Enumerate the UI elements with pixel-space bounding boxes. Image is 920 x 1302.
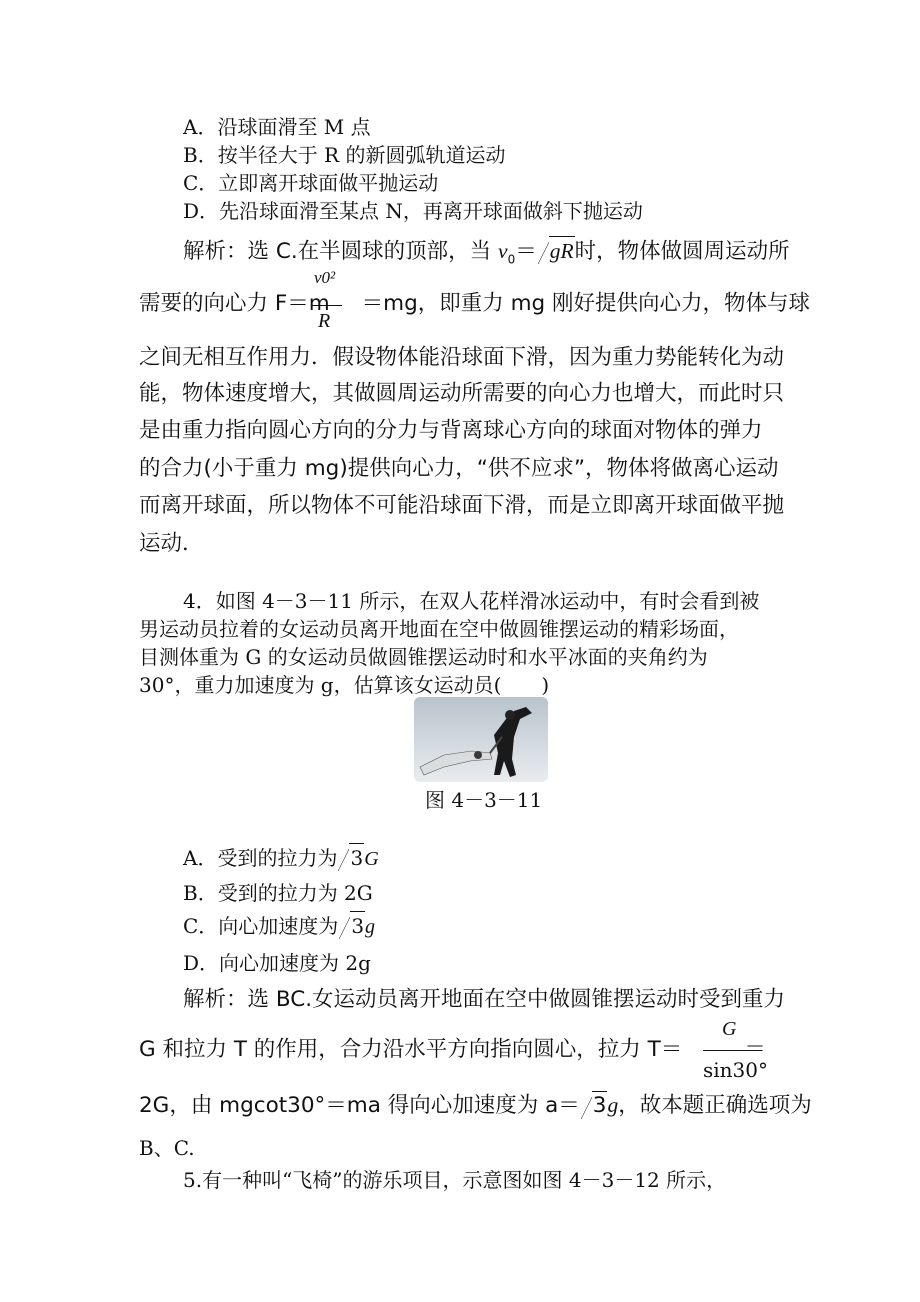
- q3-explanation-line-8: 运动．: [139, 531, 204, 556]
- figure-skating-image: [414, 697, 548, 782]
- q4-option-d: D．向心加速度为 2g: [183, 951, 371, 975]
- q3-exp-v-sub: 0: [507, 252, 516, 267]
- q4-exp-l2-text: G 和拉力 T 的作用，合力沿水平方向指向圆心，拉力 T＝: [139, 1037, 683, 1062]
- q4-explanation-line-3: [139, 1091, 812, 1120]
- q4-exp-l3-g: g: [607, 1093, 619, 1117]
- q3-exp-l2-a: 需要的向心力 F＝m: [139, 291, 330, 316]
- q3-explanation-line-7: 而离开球面，所以物体不可能沿球面下滑，而是立即离开球面做平抛: [139, 493, 785, 518]
- q3-frac-denominator: R: [318, 310, 331, 332]
- q4-explanation-line-2: [139, 1036, 766, 1064]
- q4-option-c-unit: g: [365, 916, 376, 938]
- q3-explanation-line-3: 之间无相互作用力．假设物体能沿球面下滑，因为重力势能转化为动: [139, 345, 785, 370]
- q3-exp-text-b: 时，物体做圆周运动所: [574, 239, 790, 264]
- figure-skating-photo: [414, 697, 548, 782]
- q3-option-a: A．沿球面滑至 M 点: [183, 115, 371, 139]
- q4-exp-l3-radicand: 3: [592, 1093, 607, 1118]
- q4-option-a-radicand: 3: [349, 843, 364, 872]
- q3-exp-text-a: 解析：选 C.在半圆球的顶部，当: [183, 239, 499, 264]
- q4-option-a-text: A．受到的拉力为: [183, 846, 338, 870]
- sqrt-symbol: [537, 236, 575, 266]
- q4-option-a: [183, 843, 379, 873]
- q4-exp-l2-eq: ＝: [744, 1037, 766, 1062]
- q3-frac-numerator: v0²: [314, 268, 336, 287]
- q4-frac-numerator: G: [722, 1018, 737, 1040]
- q3-option-b: B．按半径大于 R 的新圆弧轨道运动: [183, 143, 506, 167]
- q4-stem-line-1: 4．如图 4－3－11 所示，在双人花样滑冰运动中，有时会看到被: [183, 589, 760, 613]
- q3-option-d: D．先沿球面滑至某点 N，再离开球面做斜下抛运动: [183, 199, 643, 223]
- q3-explanation-line-2: [139, 290, 810, 318]
- q3-exp-l2-b: ＝mg，即重力 mg 刚好提供向心力，物体与球: [361, 291, 811, 316]
- sqrt-symbol: [338, 911, 365, 940]
- q4-stem-line-2: 男运动员拉着的女运动员离开地面在空中做圆锥摆运动的精彩场面，: [139, 617, 739, 641]
- sqrt-symbol: [580, 1091, 608, 1120]
- q3-explanation-line-4: 能，物体速度增大，其做圆周运动所需要的向心力也增大，而此时只: [139, 381, 785, 406]
- q3-exp-v: v: [498, 239, 508, 263]
- q4-option-c-radicand: 3: [350, 911, 365, 940]
- q5-stem-line-1: 5.有一种叫“飞椅”的游乐项目，示意图如图 4－3－12 所示，: [183, 1168, 727, 1192]
- q4-option-c-text: C．向心加速度为: [183, 914, 339, 938]
- q4-exp-l3-b: ，故本题正确选项为: [618, 1093, 812, 1118]
- q4-option-a-unit: G: [364, 848, 379, 870]
- q3-explanation-line-1: [183, 236, 790, 273]
- q4-explanation-line-4: B、C.: [139, 1136, 195, 1160]
- q4-stem-line-4: 30°，重力加速度为 g，估算该女运动员( ): [139, 673, 550, 697]
- q4-stem-line-3: 目测体重为 G 的女运动员做圆锥摆运动时和水平冰面的夹角约为: [139, 645, 708, 669]
- q3-exp-eq: ＝: [515, 239, 537, 264]
- sqrt-symbol: [337, 843, 364, 872]
- q3-option-c: C．立即离开球面做平抛运动: [183, 171, 439, 195]
- q3-exp-radicand: gR: [549, 236, 575, 265]
- figure-caption: 图 4－3－11: [425, 788, 543, 812]
- q4-explanation-line-1: 解析：选 BC.女运动员离开地面在空中做圆锥摆运动时受到重力: [183, 987, 786, 1012]
- q4-exp-l3-a: 2G，由 mgcot30°＝ma 得向心加速度为 a＝: [139, 1093, 580, 1118]
- q3-explanation-line-6: 的合力(小于重力 mg)提供向心力，“供不应求”，物体将做离心运动: [139, 456, 779, 481]
- q4-frac-denominator: sin30°: [703, 1058, 768, 1082]
- q3-explanation-line-5: 是由重力指向圆心方向的分力与背离球心方向的球面对物体的弹力: [139, 418, 763, 443]
- q4-option-b: B．受到的拉力为 2G: [183, 881, 373, 905]
- q4-option-c: [183, 911, 375, 941]
